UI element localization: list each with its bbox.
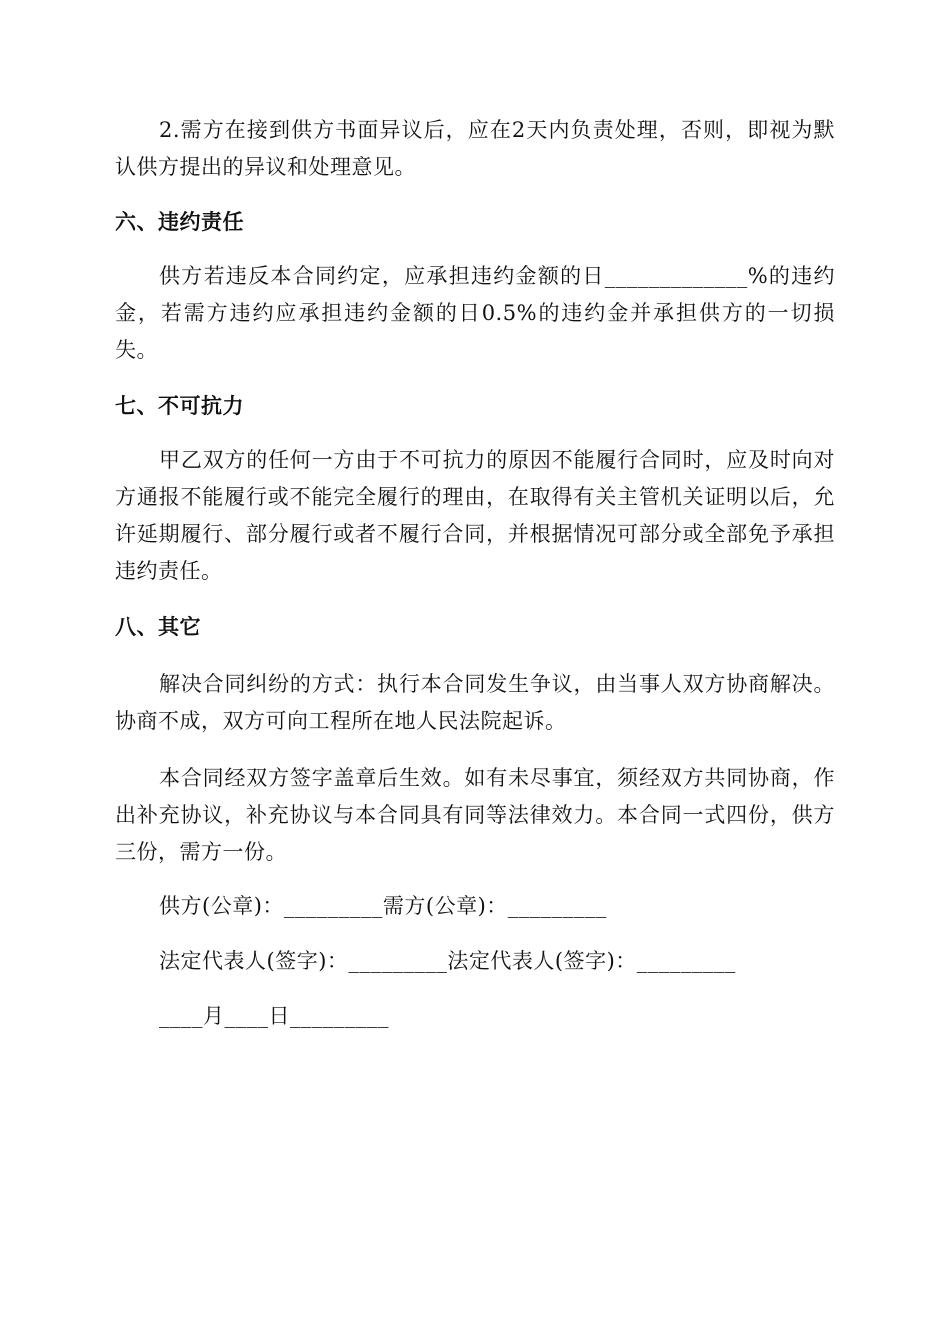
section-8-effect-clause: 本合同经双方签字盖章后生效。如有未尽事宜，须经双方共同协商，作出补充协议，补充协议与本合同具有同等法律效力。本合同一式四份，供方三份，需方一份。 [115, 766, 835, 864]
section-7-heading: 七、不可抗力 [115, 394, 244, 418]
section-8-heading: 八、其它 [115, 615, 201, 639]
section-7-body: 甲乙双方的任何一方由于不可抗力的原因不能履行合同时，应及时向对方通报不能履行或不能完全履行的理由，在取得有关主管机关证明以后，允许延期履行、部分履行或者不履行合同，并根据情况可部分或全部免予承担违约责任。 [115, 448, 835, 583]
representative-line: 法定代表人(签字)：_________法定代表人(签字)：_________ [159, 949, 736, 973]
seal-line: 供方(公章)：_________需方(公章)：_________ [159, 894, 607, 918]
section-6-heading: 六、违约责任 [115, 210, 244, 234]
section-8-dispute-clause: 解决合同纠纷的方式：执行本合同发生争议，由当事人双方协商解决。协商不成，双方可向工程所在地人民法院起诉。 [115, 672, 835, 733]
section-6-body: 供方若违反本合同约定，应承担违约金额的日_____________%的违约金，若需方违约应承担违约金额的日0.5%的违约金并承担供方的一切损失。 [115, 264, 835, 362]
clause-5-item-2: 2.需方在接到供方书面异议后，应在2天内负责处理，否则，即视为默认供方提出的异议和处理意见。 [115, 118, 835, 179]
date-line: ____月____日_________ [159, 1004, 389, 1028]
